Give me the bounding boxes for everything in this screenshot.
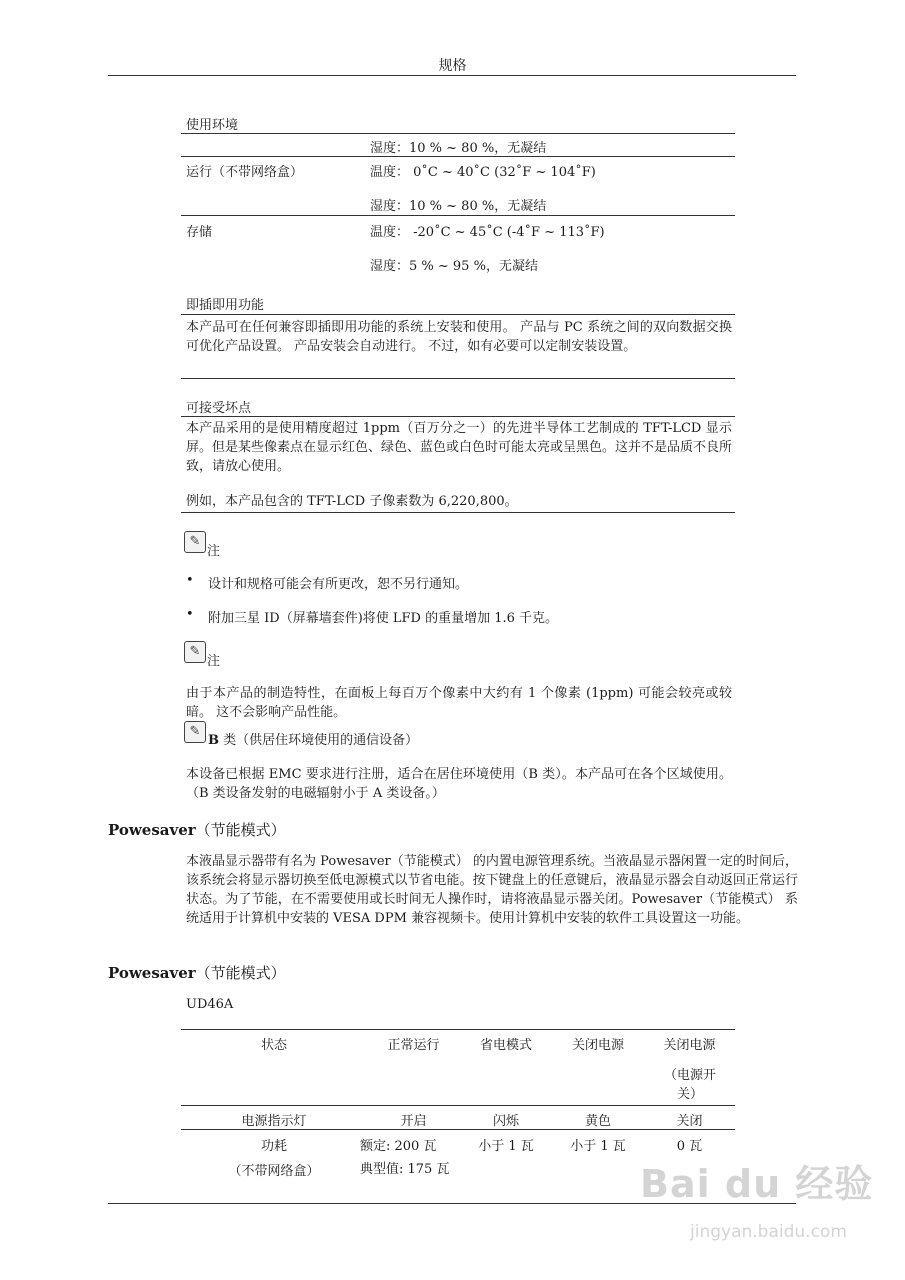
table-header-off-switch: 关闭电源: [663, 1038, 716, 1053]
env-row1-humidity: 湿度：10 % ~ 80 %，无凝结: [370, 141, 547, 156]
env-rule-3: [181, 215, 735, 216]
pixel-rule-bottom: [181, 512, 735, 513]
table-header-normal: 正常运行: [387, 1038, 440, 1053]
note2-label: 注: [207, 654, 221, 669]
note-icon: ✎: [184, 531, 206, 553]
note3-body: 本设备已根据 EMC 要求进行注册，适合在居住环境使用（B 类）。本产品可在各个区域使用。（B 类设备发射的电磁辐射小于 A 类设备。）: [186, 767, 732, 801]
env-row3-humidity: 湿度：5 % ~ 95 %，无凝结: [370, 259, 538, 274]
note2-body: 由于本产品的制造特性，在面板上每百万个像素中大约有 1 个像素 (1ppm) 可能会较亮或较暗。 这不会影响产品性能。: [186, 686, 732, 720]
note1-bullet-2: 附加三星 ID（屏幕墙套件)将使 LFD 的重量增加 1.6 千克。: [208, 611, 559, 626]
table-header-off-switch-sub: （电源开关）: [663, 1068, 716, 1102]
note3-label-text: 类（供居住环境使用的通信设备）: [219, 733, 419, 748]
env-row3-label: 存储: [186, 225, 213, 240]
table-row1-label: 电源指示灯: [241, 1114, 307, 1129]
table-header-off: 关闭电源: [571, 1038, 624, 1053]
powersaver-heading-1-bold: Powesaver: [108, 821, 196, 839]
env-row3-temp: 温度： -20˚C ~ 45˚C (-4˚F ~ 113˚F): [370, 225, 605, 240]
note-icon: ✎: [184, 721, 206, 743]
table-row2-sublabel: （不带网络盒）: [228, 1164, 320, 1179]
table-header-saving: 省电模式: [479, 1038, 532, 1053]
bullet-dot-icon: •: [186, 607, 194, 622]
table-row1-off-switch: 关闭: [676, 1114, 703, 1129]
table-row2-off-switch: 0 瓦: [676, 1139, 703, 1154]
header-rule: [108, 75, 796, 76]
note1-bullet-1: 设计和规格可能会有所更改，恕不另行通知。: [208, 577, 469, 592]
page-header-title: 规格: [438, 58, 467, 74]
pnp-rule-top: [181, 314, 735, 315]
note-icon: ✎: [184, 641, 206, 663]
env-rule-2: [181, 156, 735, 157]
table-row1-saving: 闪烁: [492, 1114, 519, 1129]
pixel-rule-top: [181, 416, 735, 417]
env-row2-temp: 温度： 0˚C ~ 40˚C (32˚F ~ 104˚F): [370, 165, 596, 180]
watermark-logo: Bai du 经验: [640, 1162, 874, 1206]
note3-label-bold: B: [208, 733, 219, 748]
pnp-section-title: 即插即用功能: [186, 298, 265, 313]
powersaver-heading-2: [108, 962, 286, 983]
model-name: UD46A: [186, 997, 234, 1012]
powersaver-heading-2-rest: （节能模式）: [195, 964, 286, 982]
env-row2-label: 运行（不带网络盒）: [186, 165, 304, 180]
table-row1-off: 黄色: [584, 1114, 611, 1129]
table-row2-label: 功耗: [260, 1139, 287, 1154]
env-section-title: 使用环境: [186, 118, 239, 133]
watermark-url: jingyan.baidu.com: [690, 1222, 847, 1242]
env-rule-top: [181, 133, 735, 134]
pnp-rule-bottom: [181, 378, 735, 379]
table-row2-off: 小于 1 瓦: [570, 1139, 626, 1154]
pixel-section-title: 可接受坏点: [186, 401, 252, 416]
table-row2-normal-rated: 额定: 200 瓦: [360, 1139, 437, 1154]
pixel-body-2: 例如，本产品包含的 TFT-LCD 子像素数为 6,220,800。: [186, 494, 518, 509]
note3-label: [208, 729, 418, 748]
table-row2-saving: 小于 1 瓦: [478, 1139, 534, 1154]
powersaver-body: 本液晶显示器带有名为 Powesaver（节能模式） 的内置电源管理系统。当液晶显示器闲置一定的时间后，该系统会将显示器切换至低电源模式以节省电能。按下键盘上的任意键后，液晶显示器会自动返回正常运行状态。为了节能，在不需要使用或长时间无人操作时，请将液晶显示器关闭。Powesaver（节能模式） 系统适用于计算机中安装的 VESA DPM 兼容视频卡。使用计算机中安装的软件工具设置这一功能。: [186, 854, 798, 926]
env-row2-humidity: 湿度：10 % ~ 80 %，无凝结: [370, 199, 547, 214]
powersaver-heading-1: [108, 819, 286, 840]
bullet-dot-icon: •: [186, 573, 194, 588]
table-row2-normal-typical: 典型值: 175 瓦: [360, 1162, 450, 1177]
powersaver-heading-2-bold: Powesaver: [108, 964, 196, 982]
table-row1-normal: 开启: [400, 1114, 427, 1129]
pnp-body: 本产品可在任何兼容即插即用功能的系统上安装和使用。 产品与 PC 系统之间的双向数据交换可优化产品设置。 产品安装会自动进行。 不过，如有必要可以定制安装设置。: [186, 320, 732, 354]
table-rule-top: [181, 1029, 735, 1030]
table-rule-mid: [181, 1105, 735, 1106]
pixel-body-1: 本产品采用的是使用精度超过 1ppm（百万分之一）的先进半导体工艺制成的 TFT-LCD 显示屏。但是某些像素点在显示红色、绿色、蓝色或白色时可能太亮或呈黑色。这并不是品质不良所致，请放心使用。: [186, 421, 733, 474]
table-rule-row: [181, 1129, 735, 1130]
note1-label: 注: [207, 544, 221, 559]
table-header-state: 状态: [260, 1038, 287, 1053]
powersaver-heading-1-rest: （节能模式）: [195, 821, 286, 839]
